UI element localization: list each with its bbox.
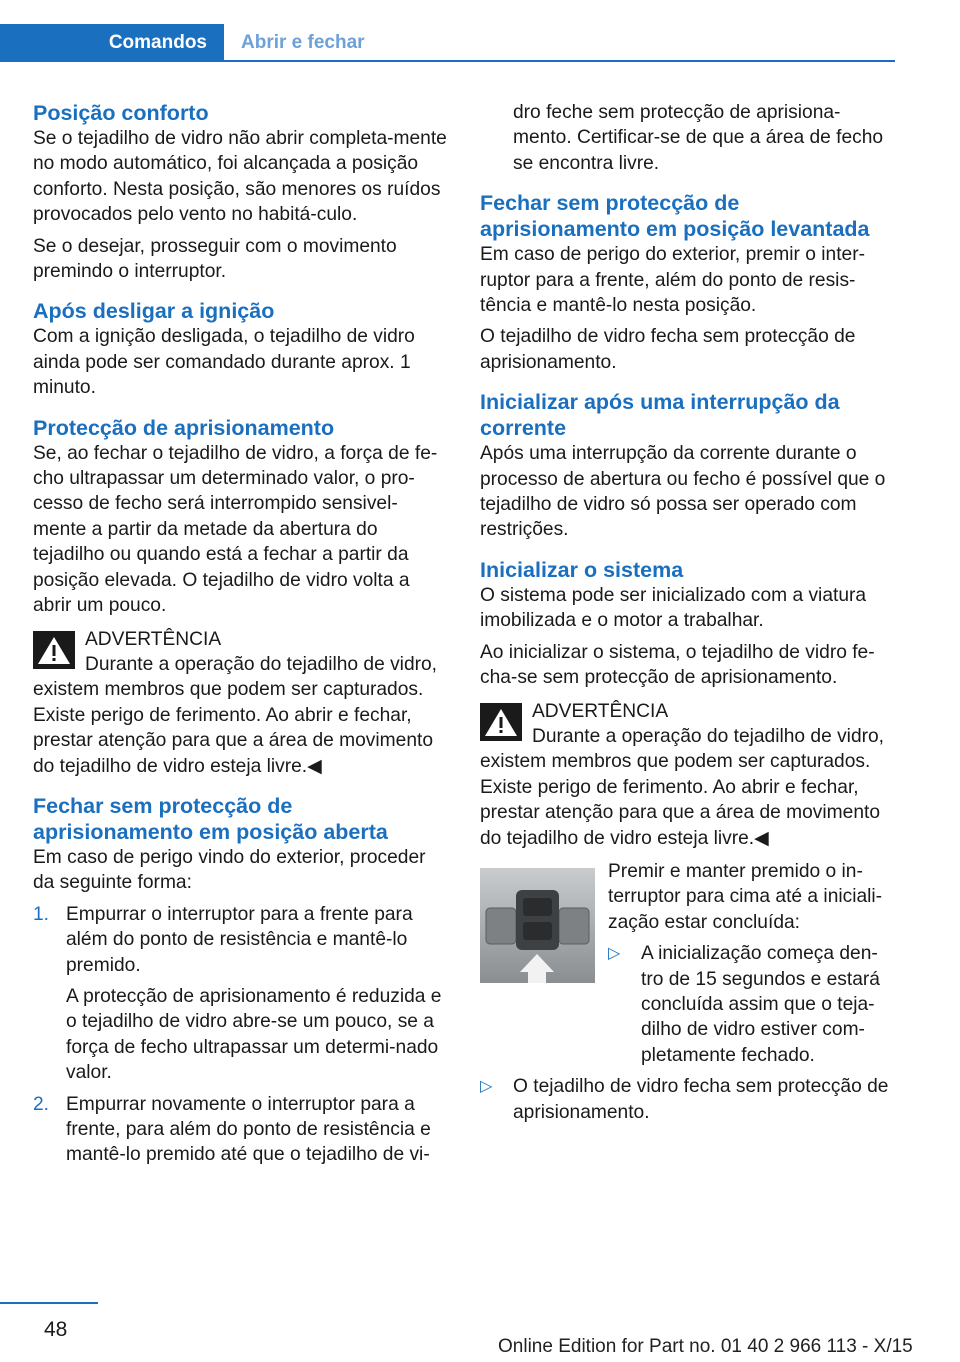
step-number: 2. xyxy=(33,1093,50,1115)
paragraph: Se, ao fechar o tejadilho de vidro, a força de fe-cho ultrapassar um determinado valor, o pro-cesso de fecho será interrompido sensivel-mente a partir da metade da abertura do tejadilho ou quando está a fechar a partir da posição elevada. O tejadilho de vidro volta a abrir um pouco. xyxy=(33,442,438,617)
warning-title: ADVERTÊNCIA xyxy=(532,700,669,722)
tab-comandos[interactable]: Comandos xyxy=(0,24,224,62)
paragraph: Após uma interrupção da corrente durante o processo de abertura ou fecho é possível que o tejadilho de vidro só possa ser operado com restrições. xyxy=(480,443,886,541)
tab-abrir-e-fechar[interactable]: Abrir e fechar xyxy=(241,32,365,53)
heading-fechar-posicao-levantada: Fechar sem protecção de aprisionamento em posição levantada xyxy=(480,191,870,242)
warning-box xyxy=(33,627,448,779)
paragraph: Se o desejar, prosseguir com o movimento premindo o interruptor. xyxy=(33,235,397,283)
roof-switch-photo xyxy=(480,868,595,983)
bullet-list xyxy=(480,1074,895,1125)
heading-fechar-posicao-aberta: Fechar sem protecção de aprisionamento em posição aberta xyxy=(33,793,388,844)
list-item xyxy=(480,1074,895,1125)
instruction-with-image xyxy=(480,859,895,1068)
warning-icon xyxy=(33,631,75,669)
step-note: A protecção de aprisionamento é reduzida e o tejadilho de vidro abre-se um pouco, se a força de fecho ultrapassar um determi-nado valor. xyxy=(66,985,442,1084)
paragraph: Ao inicializar o sistema, o tejadilho de vidro fe-cha-se sem protecção de aprisionamento. xyxy=(480,641,875,689)
heading-inicializar-apos-interrupcao: Inicializar após uma interrupção da corrente xyxy=(480,390,840,441)
paragraph: Com a ignição desligada, o tejadilho de vidro ainda pode ser comandado durante aprox. 1 minuto. xyxy=(33,326,415,399)
step-number: 1. xyxy=(33,903,50,925)
warning-text: Durante a operação do tejadilho de vidro, existem membros que podem ser capturados. Existe perigo de ferimento. Ao abrir e fechar, prestar atenção para que a área de movimento do tejadilho de vidro esteja livre.◀ xyxy=(33,653,438,777)
step-continuation: dro feche sem protecção de aprisiona-mento. Certificar-se de que a área de fecho se encontra livre. xyxy=(513,102,884,174)
list-item xyxy=(608,941,895,1068)
heading-apos-desligar-ignicao: Após desligar a ignição xyxy=(33,299,275,324)
heading-posicao-conforto: Posição conforto xyxy=(33,101,209,125)
warning-icon xyxy=(480,703,522,741)
heading-proteccao-aprisionamento: Protecção de aprisionamento xyxy=(33,415,335,440)
warning-title: ADVERTÊNCIA xyxy=(85,628,222,650)
bullet-text: A inicialização começa den-tro de 15 segundos e estará concluída assim que o teja-dilho de vidro estiver com-pletamente fechado. xyxy=(641,943,880,1066)
header-bar xyxy=(0,0,960,62)
list-item xyxy=(33,1092,448,1168)
paragraph: O sistema pode ser inicializado com a viatura imobilizada e o motor a trabalhar. xyxy=(480,584,867,632)
paragraph: Se o tejadilho de vidro não abrir completa-mente no modo automático, foi alcançada a posição conforto. Nesta posição, são menores os ruídos provocados pelo vento no habitá-culo. xyxy=(33,128,447,226)
paragraph: O tejadilho de vidro fecha sem protecção de aprisionamento. xyxy=(480,326,856,373)
left-column xyxy=(33,100,448,1174)
warning-box xyxy=(480,699,895,851)
list-item xyxy=(33,902,448,1086)
steps-list xyxy=(33,902,448,1168)
footer-divider xyxy=(0,1302,98,1304)
bullet-text: O tejadilho de vidro fecha sem protecção de aprisionamento. xyxy=(513,1076,889,1123)
paragraph: Em caso de perigo vindo do exterior, proceder da seguinte forma: xyxy=(33,846,426,894)
paragraph: Em caso de perigo do exterior, premir o inter-ruptor para a frente, além do ponto de resis-tência e mantê-lo nesta posição. xyxy=(480,244,865,317)
step-text: Empurrar o interruptor para a frente para além do ponto de resistência e mantê-lo premido. xyxy=(66,903,413,976)
step-text: Empurrar novamente o interruptor para a frente, para além do ponto de resistência e mantê-lo premido até que o tejadilho de vi- xyxy=(66,1093,431,1166)
triangle-bullet-icon: ▷ xyxy=(608,945,621,963)
instruction-text: Premir e manter premido o in-terruptor para cima até a iniciali-zação estar concluída: xyxy=(608,860,883,933)
triangle-bullet-icon: ▷ xyxy=(480,1078,493,1096)
edition-text: Online Edition for Part no. 01 40 2 966 113 - X/15 xyxy=(498,1336,913,1357)
heading-inicializar-sistema: Inicializar o sistema xyxy=(480,557,684,582)
bullet-list xyxy=(608,941,895,1068)
right-column xyxy=(480,100,895,1131)
header-divider xyxy=(224,60,895,62)
warning-text: Durante a operação do tejadilho de vidro, existem membros que podem ser capturados. Existe perigo de ferimento. Ao abrir e fechar, prestar atenção para que a área de movimento do tejadilho de vidro esteja livre.◀ xyxy=(480,725,885,849)
page-number: 48 xyxy=(44,1318,68,1341)
